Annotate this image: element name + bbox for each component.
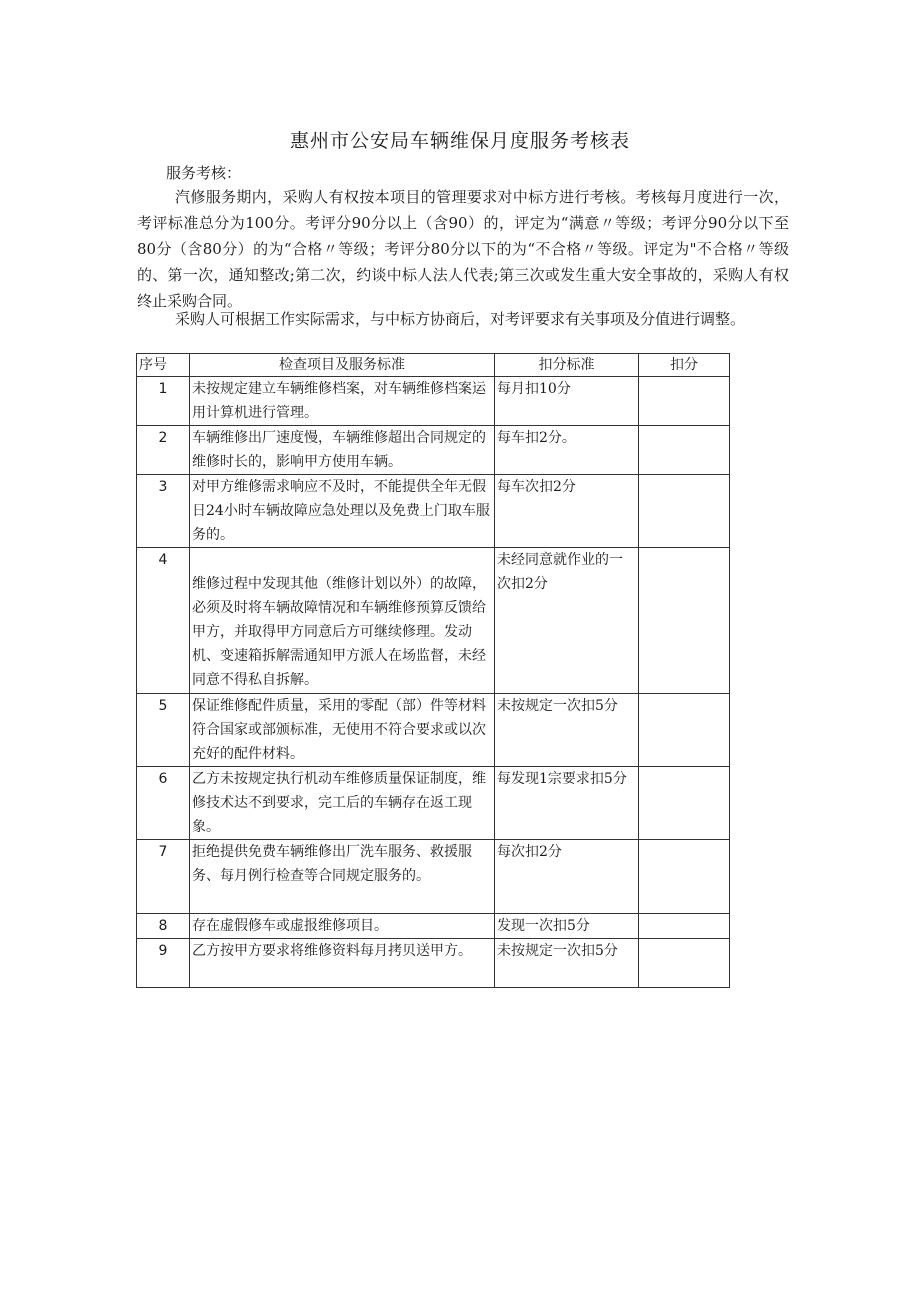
row-item: 拒绝提供免费车辆维修出厂洗车服务、救援服务、每月例行检查等合同规定服务的。 <box>190 840 495 914</box>
table-row <box>137 914 730 939</box>
table-header-row <box>137 354 730 377</box>
row-item: 车辆维修出厂速度慢，车辆维修超出合同规定的维修时长的，影响甲方使用车辆。 <box>190 426 495 475</box>
table-row <box>137 840 730 914</box>
row-deduction <box>639 939 730 988</box>
row-standard: 未按规定一次扣5分 <box>495 694 639 767</box>
row-no: 5 <box>137 694 190 767</box>
row-deduction <box>639 426 730 475</box>
row-item: 乙方按甲方要求将维修资料每月拷贝送甲方。 <box>190 939 495 988</box>
row-standard: 每次扣2分 <box>495 840 639 914</box>
row-standard: 每车扣2分。 <box>495 426 639 475</box>
paragraph-adjustment-note: 采购人可根据工作实际需求，与中标方协商后，对考评要求有关事项及分值进行调整。 <box>175 310 746 328</box>
row-deduction <box>639 377 730 426</box>
row-no: 9 <box>137 939 190 988</box>
page-title: 惠州市公安局车辆维保月度服务考核表 <box>289 130 630 152</box>
row-no: 1 <box>137 377 190 426</box>
row-no: 7 <box>137 840 190 914</box>
row-deduction <box>639 767 730 840</box>
row-standard: 每车次扣2分 <box>495 475 639 548</box>
table-row <box>137 548 730 694</box>
header-deduction: 扣分 <box>639 354 730 377</box>
row-no: 6 <box>137 767 190 840</box>
assessment-table <box>136 353 730 988</box>
row-standard: 每发现1宗要求扣5分 <box>495 767 639 840</box>
row-standard: 每月扣10分 <box>495 377 639 426</box>
row-standard: 未经同意就作业的一次扣2分 <box>495 548 639 694</box>
section-heading: 服务考核： <box>166 164 242 182</box>
table-row <box>137 767 730 840</box>
row-standard: 未按规定一次扣5分 <box>495 939 639 988</box>
table-row <box>137 426 730 475</box>
table-row <box>137 377 730 426</box>
row-item: 保证维修配件质量，采用的零配（部）件等材料符合国家或部颁标准，无使用不符合要求或以次充好的配件材料。 <box>190 694 495 767</box>
table-row <box>137 694 730 767</box>
row-no: 2 <box>137 426 190 475</box>
header-no: 序号 <box>137 354 190 377</box>
row-no: 8 <box>137 914 190 939</box>
row-item: 对甲方维修需求响应不及时，不能提供全年无假日24小时车辆故障应急处理以及免费上门取车服务的。 <box>190 475 495 548</box>
row-deduction <box>639 840 730 914</box>
header-standard: 扣分标准 <box>495 354 639 377</box>
row-item: 乙方未按规定执行机动车维修质量保证制度，维修技术达不到要求，完工后的车辆存在返工现象。 <box>190 767 495 840</box>
row-standard: 发现一次扣5分 <box>495 914 639 939</box>
header-item: 检查项目及服务标准 <box>190 354 495 377</box>
row-item: 维修过程中发现其他（维修计划以外）的故障，必须及时将车辆故障情况和车辆维修预算反馈给甲方，并取得甲方同意后方可继续修理。发动机、变速箱拆解需通知甲方派人在场监督，未经同意不得私自拆解。 <box>190 548 495 694</box>
paragraph-assessment-rules: 汽修服务期内，采购人有权按本项目的管理要求对中标方进行考核。考核每月度进行一次，考评标准总分为100分。考评分90分以上（含90）的，评定为“满意〃等级；考评分90分以下至80分（含80分）的为“合格〃等级；考评分80分以下的为“不合格〃等级。评定为"不合格〃等级的、第一次，通知整改;第二次，约谈中标人法人代表;第三次或发生重大安全事故的，采购人有权终止采购合同。 <box>137 188 789 310</box>
row-deduction <box>639 694 730 767</box>
row-no: 4 <box>137 548 190 694</box>
row-deduction <box>639 548 730 694</box>
row-deduction <box>639 475 730 548</box>
row-deduction <box>639 914 730 939</box>
row-item: 未按规定建立车辆维修档案，对车辆维修档案运用计算机进行管理。 <box>190 377 495 426</box>
table-row <box>137 475 730 548</box>
table-row <box>137 939 730 988</box>
row-no: 3 <box>137 475 190 548</box>
row-item: 存在虚假修车或虚报维修项目。 <box>190 914 495 939</box>
